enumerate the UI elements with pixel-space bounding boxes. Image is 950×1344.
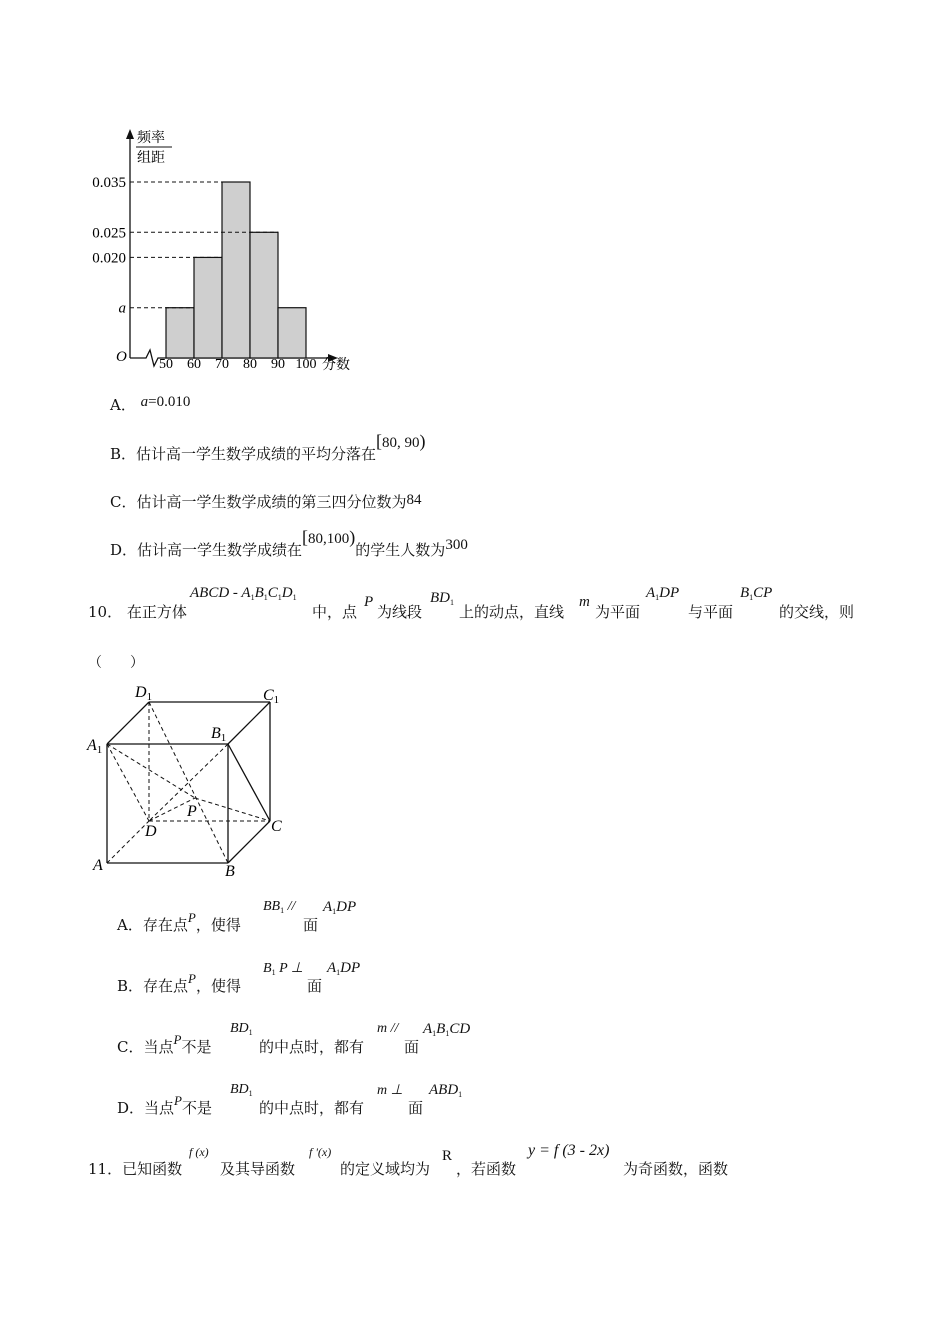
q10-stem	[88, 601, 187, 622]
ylabel-bottom: 组距	[137, 151, 165, 166]
origin-label: O	[116, 349, 127, 365]
q10-d-t3: 的中点时，都有	[259, 1099, 365, 1117]
q10-stem-b: 中，点	[312, 603, 358, 621]
q9-c-value: 84	[406, 492, 422, 508]
q11-t5: 为奇函数，函数	[623, 1160, 729, 1178]
q10-p: P	[364, 594, 374, 610]
q10-m: m	[579, 594, 590, 610]
y-tick-label: 0.025	[92, 225, 126, 242]
q10-a-rel: $BB_1$ //	[263, 899, 296, 915]
q10-c-rel: m //	[377, 1021, 399, 1036]
cube-label-a1: A1	[87, 737, 103, 756]
q11-fpx: f '(x)	[309, 1145, 332, 1159]
q10-stem-e: 为平面	[595, 603, 641, 621]
cube-label-c1: C1	[263, 687, 280, 706]
q10-option-d[interactable]: D．当点P不是	[117, 1093, 213, 1117]
q11-t2: 及其导函数	[220, 1160, 296, 1178]
cube-label-d: D	[145, 823, 157, 840]
y-tick-label: 0.020	[92, 250, 126, 267]
q10-stem-g: 的交线，则	[779, 603, 855, 621]
q10-option-a[interactable]: A．存在点P，使得	[117, 910, 241, 934]
cube-label-d1: D1	[135, 684, 153, 703]
q9-d-text: 估计高一学生数学成绩在	[137, 541, 303, 559]
q10-b-plane: $A_1DP$	[327, 960, 361, 977]
q10-c-t3: 的中点时，都有	[259, 1038, 365, 1056]
q9-a-var: a	[140, 394, 149, 410]
q9-a-eq: =0.010	[148, 394, 191, 410]
q10-paren: （ ）	[88, 655, 144, 671]
xlabel: 分数	[322, 358, 350, 373]
q11-t4: ，若函数	[456, 1160, 517, 1178]
q9-c-text: 估计高一学生数学成绩的第三四分位数为	[136, 493, 407, 511]
q9-option-c[interactable]	[110, 491, 422, 512]
x-tick-label: 100	[295, 357, 317, 372]
q10-option-b[interactable]: B．存在点P，使得	[117, 971, 242, 995]
q10-d-face: 面	[408, 1099, 424, 1117]
q10-b-face: 面	[307, 977, 323, 995]
q9-c-label: C．	[110, 493, 137, 511]
q9-option-d[interactable]	[110, 527, 468, 560]
q10-number: 10．	[88, 603, 123, 621]
q10-t1: 在正方体	[126, 603, 187, 621]
q10-bd1: $BD_1$	[430, 590, 454, 607]
x-tick-label: 90	[271, 357, 285, 372]
y-axis-arrow	[126, 129, 134, 139]
q10-c-face: 面	[404, 1038, 420, 1056]
q10-stem-d: 上的动点，直线	[459, 603, 565, 621]
cube-label-b1: B1	[211, 725, 227, 744]
q10-b-rel: $B_1$ P ⊥	[263, 961, 304, 977]
q9-b-text: 估计高一学生数学成绩的平均分落在	[136, 445, 377, 463]
q11-stem: 11．已知函数	[88, 1160, 183, 1178]
q11-y: y = f (3 - 2x)	[528, 1142, 610, 1159]
q10-c-plane: $A_1B_1CD$	[423, 1021, 471, 1038]
y-tick-label: a	[118, 300, 126, 317]
q10-stem-c: 为线段	[377, 603, 423, 621]
x-tick-label: 60	[187, 357, 201, 372]
q9-d-value: 300	[445, 537, 468, 553]
q9-a-label: A．	[110, 396, 136, 414]
x-tick-label: 80	[243, 357, 257, 372]
cube-figure	[85, 678, 295, 883]
histogram-bar	[278, 308, 306, 358]
q11-fx: f (x)	[189, 1145, 209, 1159]
histogram	[92, 125, 370, 380]
q10-plane2: $B_1CP$	[740, 585, 773, 602]
q9-option-a[interactable]	[110, 394, 190, 415]
cube-label-b: B	[225, 863, 235, 880]
q10-d-rel: m ⊥	[377, 1083, 403, 1098]
q9-b-label: B．	[110, 445, 137, 463]
q10-a-face: 面	[303, 916, 319, 934]
cube-label-a: A	[93, 857, 103, 874]
q10-a-plane: $A_1DP$	[323, 899, 357, 916]
q11-t3: 的定义域均为	[340, 1160, 431, 1178]
q10-option-c[interactable]: C．当点P不是	[117, 1032, 212, 1056]
q10-d-plane: $ABD_1$	[429, 1082, 463, 1099]
y-tick-label: 0.035	[92, 175, 126, 191]
q9-d-interval: [80,100)	[302, 527, 356, 547]
cube-label-p: P	[187, 803, 197, 820]
q11-R: R	[442, 1148, 453, 1164]
histogram-bar	[250, 232, 278, 358]
q10-solid: ABCD - $A_1B_1C_1D_1$	[190, 585, 297, 602]
cube-label-c: C	[271, 818, 282, 835]
histogram-bar	[222, 182, 250, 358]
q9-option-b[interactable]	[110, 431, 426, 464]
histogram-bar	[194, 257, 222, 358]
x-tick-label: 70	[215, 357, 229, 372]
q10-c-bd1: $BD_1$	[230, 1021, 253, 1037]
ylabel-top: 频率	[137, 131, 165, 146]
x-tick-label: 50	[159, 357, 173, 372]
q10-d-bd1: $BD_1$	[230, 1082, 253, 1098]
q9-d-label: D．	[110, 541, 138, 559]
histogram-bar	[166, 308, 194, 358]
q10-plane1: $A_1DP$	[646, 585, 680, 602]
q9-b-interval: [80, 90)	[376, 431, 426, 451]
q9-d-text2: 的学生人数为	[355, 541, 446, 559]
q10-stem-f: 与平面	[688, 603, 734, 621]
